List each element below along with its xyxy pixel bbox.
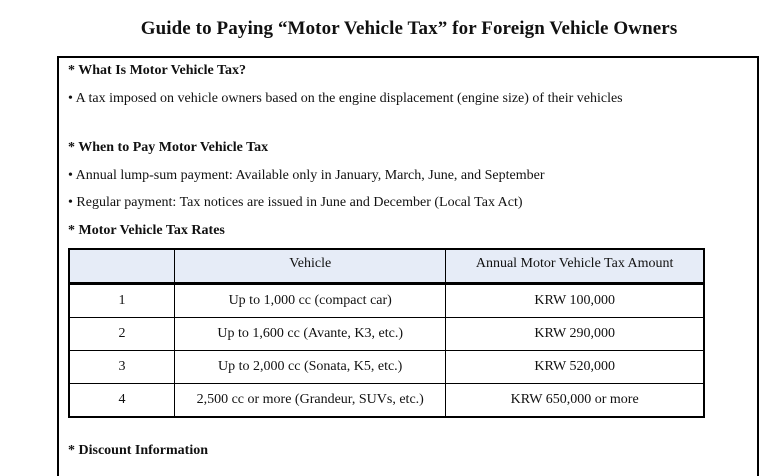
bullet-lump-sum: • Annual lump-sum payment: Available only in January, March, June, and September xyxy=(68,168,545,183)
row-vehicle: Up to 1,000 cc (compact car) xyxy=(175,283,446,317)
row-amount: KRW 290,000 xyxy=(446,317,704,350)
section-heading-when-to-pay: * When to Pay Motor Vehicle Tax xyxy=(68,140,269,155)
header-cell-vehicle: Vehicle xyxy=(175,249,446,283)
document-title: Guide to Paying “Motor Vehicle Tax” for Foreign Vehicle Owners xyxy=(140,18,678,39)
table-row xyxy=(69,383,704,417)
table-row xyxy=(69,283,704,317)
section-heading-discount: * Discount Information xyxy=(68,443,209,458)
row-number: 1 xyxy=(69,283,175,317)
table-header-row xyxy=(69,249,704,283)
header-cell-amount: Annual Motor Vehicle Tax Amount xyxy=(446,249,704,283)
row-amount: KRW 650,000 or more xyxy=(446,383,704,417)
row-number: 4 xyxy=(69,383,175,417)
table-row xyxy=(69,317,704,350)
header-cell-no xyxy=(69,249,175,283)
row-vehicle: 2,500 cc or more (Grandeur, SUVs, etc.) xyxy=(175,383,446,417)
row-amount: KRW 520,000 xyxy=(446,350,704,383)
section-heading-what-is: * What Is Motor Vehicle Tax? xyxy=(68,63,247,78)
bullet-regular: • Regular payment: Tax notices are issued in June and December (Local Tax Act) xyxy=(68,195,523,210)
row-vehicle: Up to 2,000 cc (Sonata, K5, etc.) xyxy=(175,350,446,383)
table-row xyxy=(69,350,704,383)
tax-rates-table xyxy=(68,248,705,418)
section-heading-rates: * Motor Vehicle Tax Rates xyxy=(68,223,225,238)
bullet-what-is: • A tax imposed on vehicle owners based on the engine displacement (engine size) of their vehicles xyxy=(68,91,623,106)
row-vehicle: Up to 1,600 cc (Avante, K3, etc.) xyxy=(175,317,446,350)
row-number: 3 xyxy=(69,350,175,383)
row-amount: KRW 100,000 xyxy=(446,283,704,317)
row-number: 2 xyxy=(69,317,175,350)
